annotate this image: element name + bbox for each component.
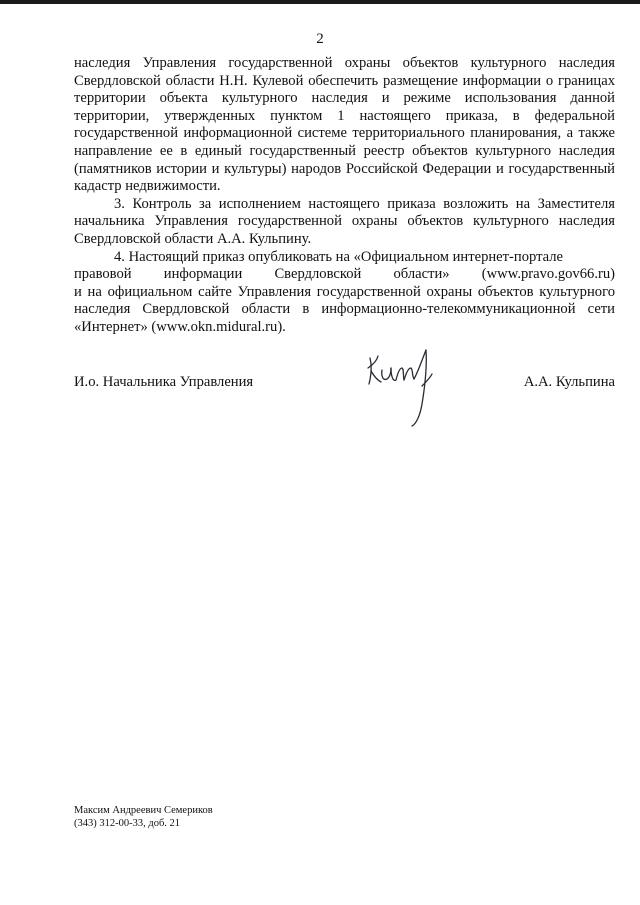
page-number: 2 [316,31,324,47]
paragraph-4-line-1: 4. Настоящий приказ опубликовать на «Официальном интернет-портале [114,248,564,265]
paragraph-2-continuation: наследия Управления государственной охраны объектов культурного наследия Свердловской области Н.Н. Кулевой обеспечить размещение информации о границах территории объекта культурного наследия и режиме использования данной территории, утвержденных пунктом 1 настоящего приказа, в федеральной государственной информационной системе территориального планирования, а также направление ее в единый государственный реестр объектов культурного наследия (памятников истории и культуры) народов Российской Федерации и государственный кадастр недвижимости. [74,55,615,195]
paragraph-4 [74,249,615,337]
document-body [74,55,615,337]
executor-name: Максим Андреевич Семериков [74,805,213,816]
executor-footer [74,804,213,830]
handwritten-signature-icon [364,346,464,436]
executor-phone: (343) 312-00-33, доб. 21 [74,818,181,829]
paragraph-4-line-2: правовой информации Свердловской области» (www.pravo.gov66.ru) [74,266,615,283]
signature-block [74,374,615,434]
paragraph-3: 3. Контроль за исполнением настоящего приказа возложить на Заместителя начальника Управления государственной охраны объектов культурного наследия Свердловской области А.А. Кульпину. [74,195,615,247]
signer-name: А.А. Кульпина [523,374,615,390]
signer-position-title: И.о. Начальника Управления [74,374,254,390]
paragraph-4-rest: и на официальном сайте Управления государственной охраны объектов культурного наследия Свердловской области в информационно-телекоммуникационной сети «Интернет» (www.okn.midural.ru). [74,283,615,335]
page-top-border [0,0,640,4]
